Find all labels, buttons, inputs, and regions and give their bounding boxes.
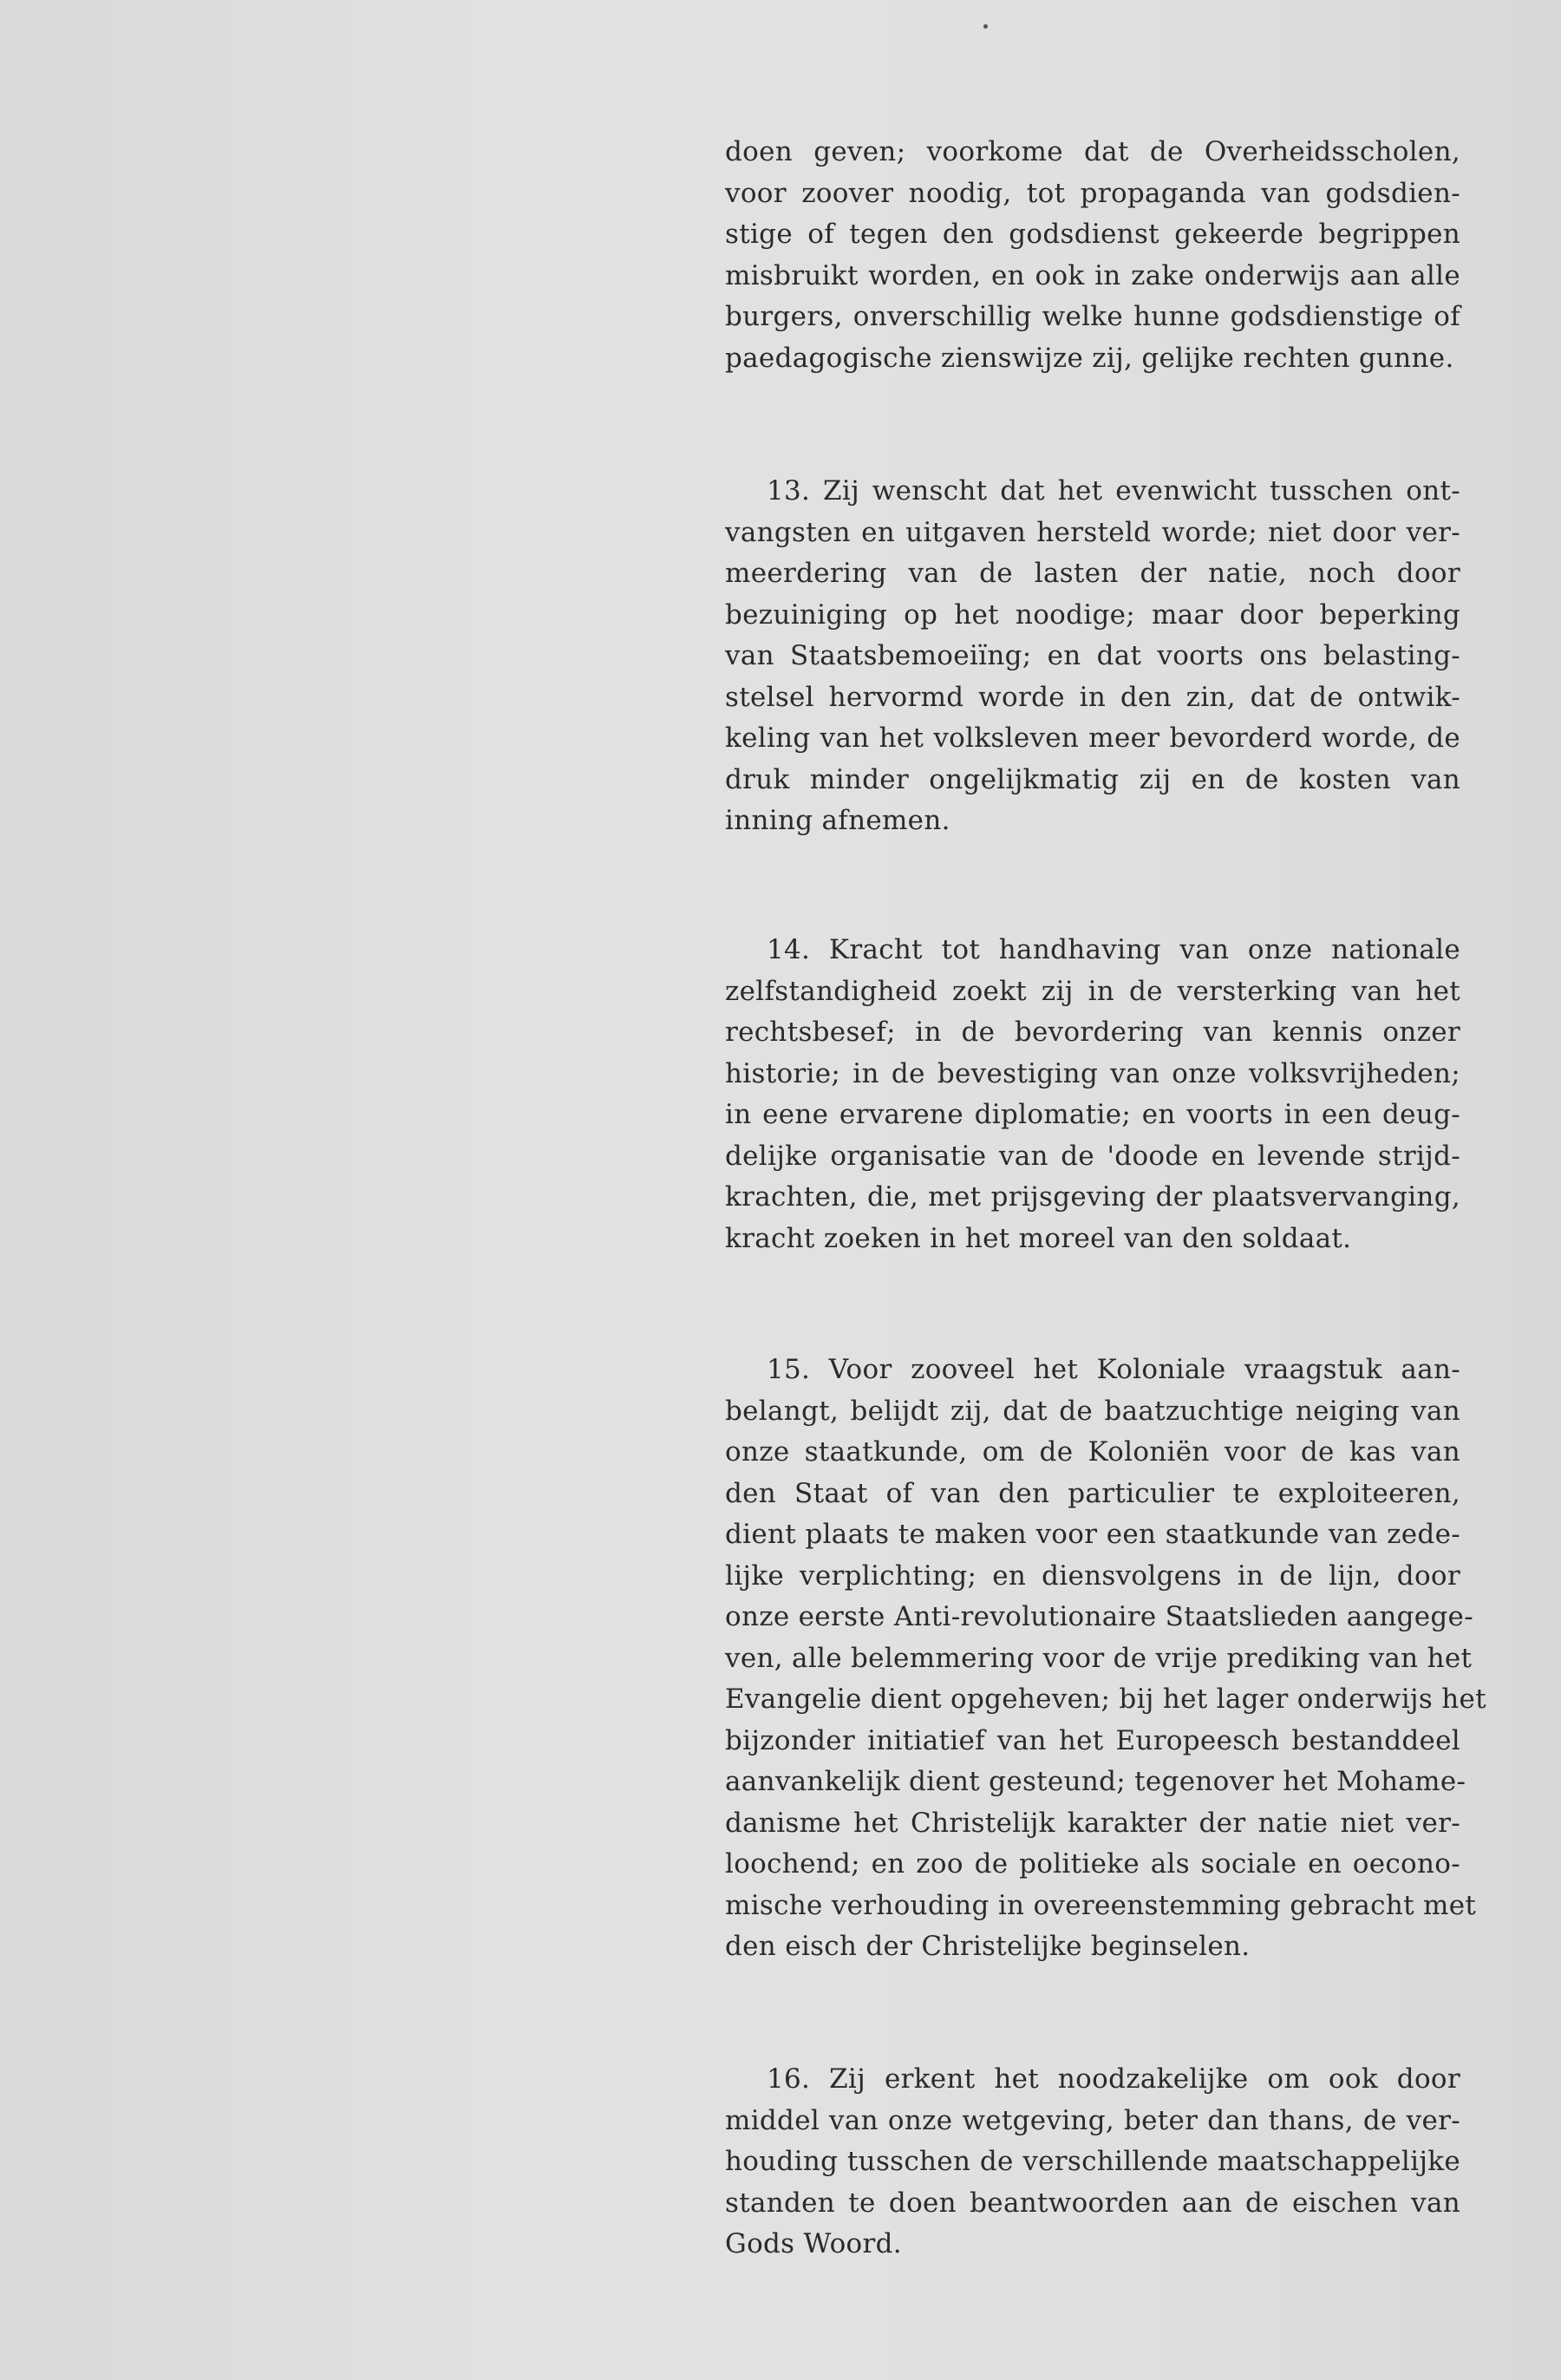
text-line: standen te doen beantwoorden aan de eischen van <box>725 2187 1460 2219</box>
article-number: 16. <box>767 2063 811 2095</box>
text-line: danisme het Christelijk karakter der natie niet ver- <box>725 1807 1460 1839</box>
text-line: druk minder ongelijkmatig zij en de kosten van <box>725 763 1460 795</box>
text-line: den Staat of van den particulier te exploiteeren, <box>725 1477 1460 1509</box>
text-line: onze eerste Anti-revolutionaire Staatslieden aangege- <box>725 1601 1473 1632</box>
text-line: Zij wenscht dat het evenwicht tusschen ont- <box>823 475 1460 507</box>
text-line: ven, alle belemmering voor de vrije prediking van het <box>725 1642 1473 1674</box>
text-line: delijke organisatie van de 'doode en levende strijd- <box>725 1140 1460 1172</box>
text-line-first <box>725 1350 1460 1391</box>
text-line: dient plaats te maken voor een staatkunde van zede- <box>725 1519 1460 1550</box>
text-line: keling van het volksleven meer bevorderd worde, de <box>725 722 1460 754</box>
text-line: stige of tegen den godsdienst gekeerde begrippen <box>725 219 1460 250</box>
text-line: krachten, die, met prijsgeving der plaatsvervanging, <box>725 1181 1460 1213</box>
text-line: historie; in de bevestiging van onze volksvrijheden; <box>725 1057 1460 1089</box>
text-line: Voor zooveel het Koloniale vraagstuk aan- <box>828 1354 1461 1385</box>
text-line: bezuiniging op het noodige; maar door beperking <box>725 598 1460 631</box>
article-number: 13. <box>767 475 811 507</box>
text-line: aanvankelijk dient gesteund; tegenover het Mohame- <box>725 1766 1466 1797</box>
text-line: middel van onze wetgeving, beter dan thans, de ver- <box>725 2104 1460 2136</box>
text-line: doen geven; voorkome dat de Overheidsscholen, <box>725 136 1460 167</box>
text-line: kracht zoeken in het moreel van den soldaat. <box>725 1222 1352 1254</box>
text-line: loochend; en zoo de politieke als sociale en oecono- <box>725 1848 1460 1880</box>
text-line: in eene ervarene diplomatie; en voorts in een deug- <box>725 1099 1460 1130</box>
text-line: paedagogische zienswijze zij, gelijke rechten gunne. <box>725 342 1454 374</box>
article-number: 14. <box>767 934 811 965</box>
text-line: Gods Woord. <box>725 2228 902 2259</box>
text-line: meerdering van de lasten der natie, noch door <box>725 558 1460 589</box>
text-line: misbruikt worden, en ook in zake onderwijs aan alle <box>725 259 1460 291</box>
text-column <box>725 132 1486 2259</box>
text-line: voor zoover noodig, tot propaganda van godsdien- <box>725 177 1460 209</box>
text-line-first <box>725 2059 1460 2101</box>
ink-speck <box>983 24 988 29</box>
text-line: Evangelie dient opgeheven; bij het lager onderwijs het <box>725 1684 1486 1715</box>
text-line: bijzonder initiatief van het Europeesch bestanddeel <box>725 1724 1460 1756</box>
text-line: zelfstandigheid zoekt zij in de versterking van het <box>725 975 1460 1007</box>
text-line: onze staatkunde, om de Koloniën voor de kas van <box>725 1436 1460 1468</box>
paragraph-16 <box>725 2059 1460 2266</box>
text-line-first <box>725 930 1460 971</box>
paragraph-13 <box>725 471 1460 842</box>
paragraph-15 <box>725 1350 1486 1968</box>
text-line: stelsel hervormd worde in den zin, dat de ontwik- <box>725 681 1460 713</box>
text-line: houding tusschen de verschillende maatschappelijke <box>725 2146 1460 2177</box>
text-line: lijke verplichting; en diensvolgens in de lijn, door <box>725 1559 1460 1592</box>
text-line: van Staatsbemoeiïng; en dat voorts ons belasting- <box>725 640 1460 671</box>
text-line: belangt, belijdt zij, dat de baatzuchtige neiging van <box>725 1395 1460 1427</box>
text-line: Kracht tot handhaving van onze nationale <box>828 934 1460 965</box>
text-line: Zij erkent het noodzakelijke om ook door <box>829 2063 1460 2095</box>
text-line: rechtsbesef; in de bevordering van kennis onzer <box>725 1017 1460 1048</box>
paragraph-14 <box>725 930 1460 1259</box>
text-line: vangsten en uitgaven hersteld worde; niet door ver- <box>725 516 1460 548</box>
article-number: 15. <box>767 1354 811 1385</box>
text-line: inning afnemen. <box>725 805 950 836</box>
text-line: burgers, onverschillig welke hunne godsdienstige of <box>725 301 1460 332</box>
paragraph-continuation <box>725 132 1460 385</box>
text-line-first <box>725 471 1460 513</box>
text-line: mische verhouding in overeenstemming gebracht met <box>725 1889 1477 1921</box>
text-line: den eisch der Christelijke beginselen. <box>725 1931 1251 1962</box>
